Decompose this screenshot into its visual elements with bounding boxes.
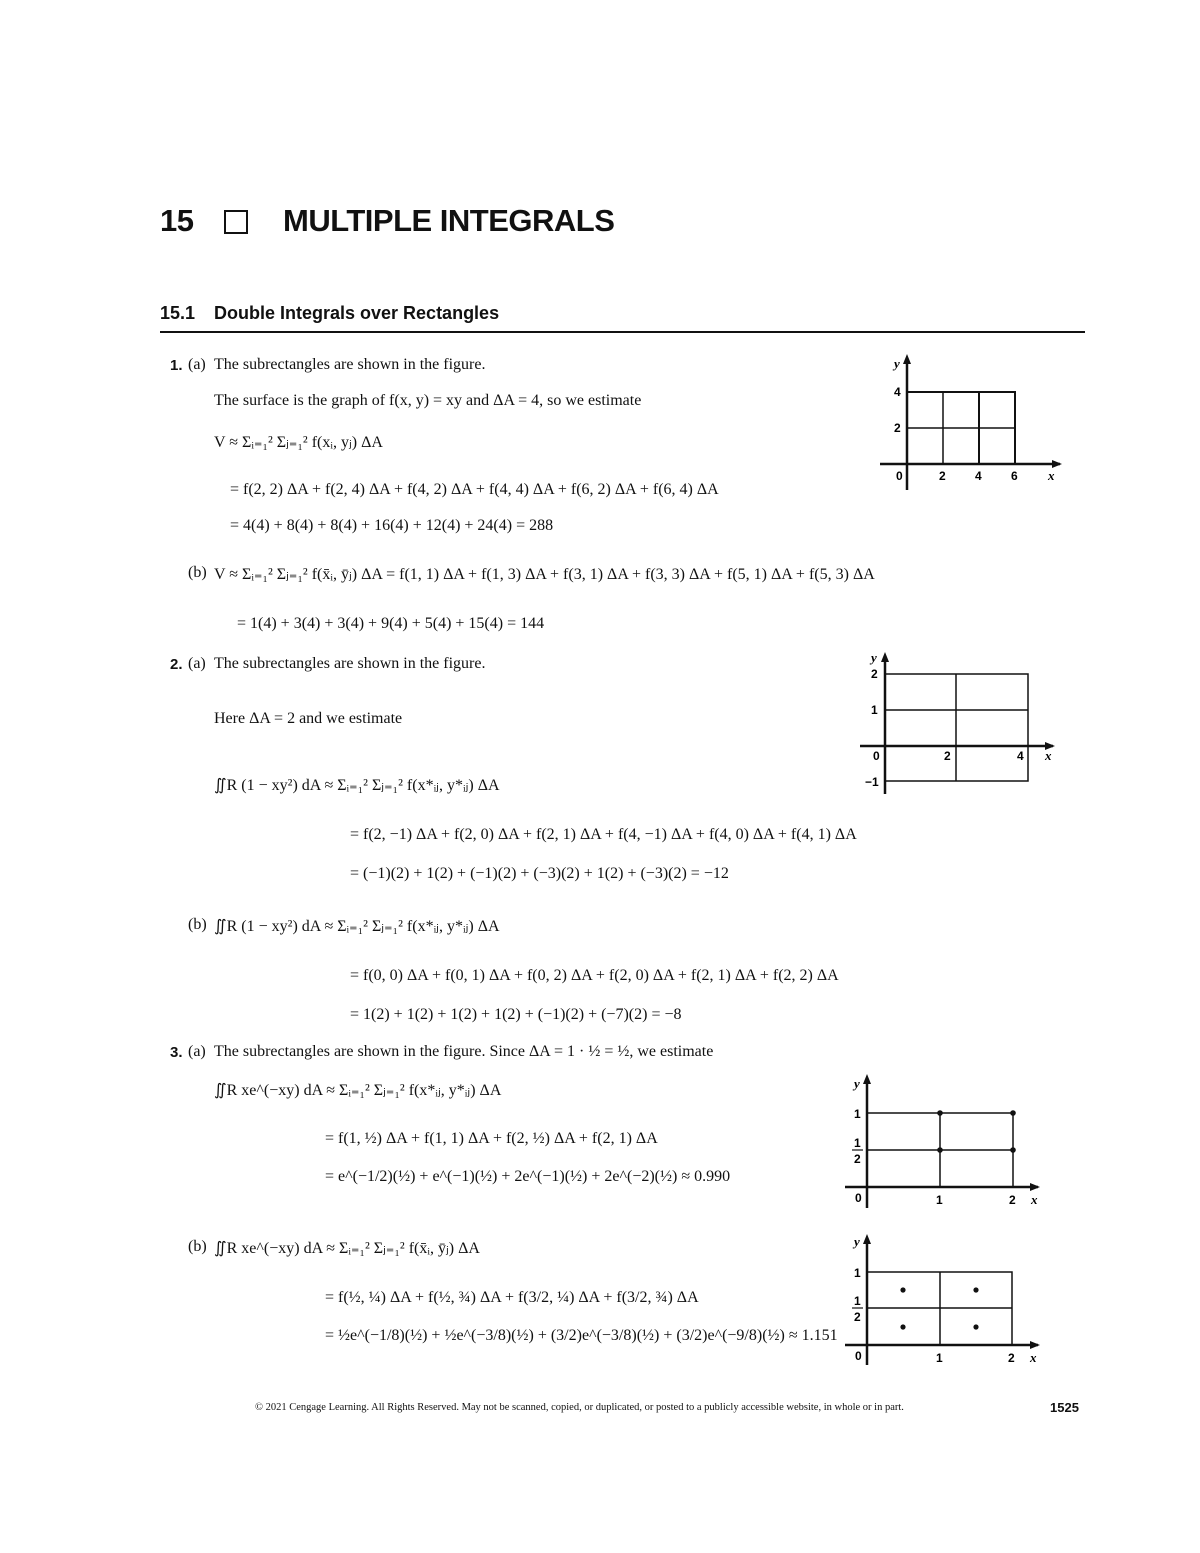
problem-1b-line1: V ≈ Σᵢ₌₁² Σⱼ₌₁² f(x̄ᵢ, ȳⱼ) ΔA = f(1, 1) ΔA + f(1, 3) ΔA + f(3, 1) ΔA + f(3, 3) ΔA + f(5, 1) ΔA + f(5, 3) ΔA: [214, 566, 875, 583]
fig4-y-tick-1: 1: [854, 1266, 861, 1280]
fig1-y-label: y: [894, 356, 900, 371]
problem-1a-label: (a): [188, 356, 206, 373]
fig3-y-tick-1: 1: [854, 1107, 861, 1121]
fig4-y-tick-half-num: 1: [854, 1294, 861, 1308]
fig3-y-label: y: [854, 1076, 860, 1091]
fig4-y-tick-half-den: 2: [854, 1310, 861, 1324]
fig2-y-tick-neg1: −1: [865, 775, 879, 789]
fig4-x-tick-1: 1: [936, 1351, 943, 1365]
fig1-y-tick-4: 4: [894, 385, 901, 399]
problem-1-number: 1.: [170, 357, 183, 374]
fig3-x-tick-1: 1: [936, 1193, 943, 1207]
section-number: 15.1: [160, 303, 196, 323]
fig3-y-tick-half-den: 2: [854, 1152, 861, 1166]
problem-3a-label: (a): [188, 1043, 206, 1060]
fig1-x-label: x: [1048, 468, 1055, 483]
fig2-x-tick-0: 0: [873, 749, 880, 763]
problem-2a-line3: = (−1)(2) + 1(2) + (−1)(2) + (−3)(2) + 1(2) + (−3)(2) = −12: [350, 865, 729, 882]
problem-3b-label: (b): [188, 1238, 207, 1255]
page-number: 1525: [1050, 1400, 1079, 1415]
problem-2-number: 2.: [170, 656, 183, 673]
chapter-title: MULTIPLE INTEGRALS: [283, 203, 615, 238]
fig4-y-label: y: [854, 1234, 860, 1249]
problem-3a-line3: = e^(−1/2)(½) + e^(−1)(½) + 2e^(−1)(½) + 2e^(−2)(½) ≈ 0.990: [325, 1168, 731, 1185]
problem-2a-intro: The subrectangles are shown in the figure.: [214, 655, 486, 672]
problem-2b-line2: = f(0, 0) ΔA + f(0, 1) ΔA + f(0, 2) ΔA + f(2, 0) ΔA + f(2, 1) ΔA + f(2, 2) ΔA: [350, 967, 839, 984]
fig1-x-tick-4: 4: [975, 469, 982, 483]
problem-2b-label: (b): [188, 916, 207, 933]
fig2-y-label: y: [871, 650, 877, 665]
chapter-number: 15: [160, 203, 194, 238]
section-title: Double Integrals over Rectangles: [214, 303, 500, 323]
fig2-x-tick-4: 4: [1017, 749, 1024, 763]
problem-2a-label: (a): [188, 655, 206, 672]
fig1-y-tick-2: 2: [894, 421, 901, 435]
figure-1: [870, 350, 1070, 490]
fig1-x-tick-6: 6: [1011, 469, 1018, 483]
problem-3a-line1: ∬R xe^(−xy) dA ≈ Σᵢ₌₁² Σⱼ₌₁² f(x*ᵢⱼ, y*ᵢⱼ) ΔA: [214, 1082, 502, 1099]
problem-3a-line2: = f(1, ½) ΔA + f(1, 1) ΔA + f(2, ½) ΔA + f(2, 1) ΔA: [325, 1130, 658, 1147]
copyright-notice: © 2021 Cengage Learning. All Rights Reserved. May not be scanned, copied, or duplicated, or posted to a publicly accessible website, in whole or in part.: [255, 1402, 904, 1413]
figure-2: [855, 648, 1065, 798]
problem-3b-line3: = ½e^(−1/8)(½) + ½e^(−3/8)(½) + (3/2)e^(−3/8)(½) + (3/2)e^(−9/8)(½) ≈ 1.151: [325, 1327, 838, 1344]
problem-1a-intro: The subrectangles are shown in the figure.: [214, 356, 486, 373]
fig3-x-label: x: [1031, 1192, 1038, 1207]
problem-2a-line1: ∬R (1 − xy²) dA ≈ Σᵢ₌₁² Σⱼ₌₁² f(x*ᵢⱼ, y*ᵢⱼ) ΔA: [214, 777, 500, 794]
figure-4: [840, 1230, 1050, 1370]
problem-1a-line1: V ≈ Σᵢ₌₁² Σⱼ₌₁² f(xᵢ, yⱼ) ΔA: [214, 434, 383, 451]
problem-3b-line2: = f(½, ¼) ΔA + f(½, ¾) ΔA + f(3/2, ¼) ΔA + f(3/2, ¾) ΔA: [325, 1289, 699, 1306]
problem-2a-text: Here ΔA = 2 and we estimate: [214, 710, 403, 727]
fig4-x-label: x: [1030, 1350, 1037, 1365]
figure-3: [840, 1070, 1050, 1215]
problem-3a-intro: The subrectangles are shown in the figure. Since ΔA = 1 · ½ = ½, we estimate: [214, 1043, 714, 1060]
problem-2b-line3: = 1(2) + 1(2) + 1(2) + 1(2) + (−1)(2) + (−7)(2) = −8: [350, 1006, 682, 1023]
problem-1b-label: (b): [188, 564, 207, 581]
fig4-x-tick-2: 2: [1008, 1351, 1015, 1365]
fig2-x-tick-2: 2: [944, 749, 951, 763]
fig1-x-tick-0: 0: [896, 469, 903, 483]
fig2-x-label: x: [1045, 748, 1052, 763]
square-icon: [224, 210, 248, 234]
fig4-x-tick-0: 0: [855, 1349, 862, 1363]
section-rule: [160, 331, 1085, 333]
fig3-y-tick-half-num: 1: [854, 1136, 861, 1150]
problem-1a-text: The surface is the graph of f(x, y) = xy and ΔA = 4, so we estimate: [214, 392, 642, 409]
problem-2b-line1: ∬R (1 − xy²) dA ≈ Σᵢ₌₁² Σⱼ₌₁² f(x*ᵢⱼ, y*ᵢⱼ) ΔA: [214, 918, 500, 935]
fig2-y-tick-1: 1: [871, 703, 878, 717]
problem-2a-line2: = f(2, −1) ΔA + f(2, 0) ΔA + f(2, 1) ΔA + f(4, −1) ΔA + f(4, 0) ΔA + f(4, 1) ΔA: [350, 826, 857, 843]
problem-1a-line2: = f(2, 2) ΔA + f(2, 4) ΔA + f(4, 2) ΔA + f(4, 4) ΔA + f(6, 2) ΔA + f(6, 4) ΔA: [230, 481, 719, 498]
problem-1a-line3: = 4(4) + 8(4) + 8(4) + 16(4) + 12(4) + 24(4) = 288: [230, 517, 554, 534]
fig3-x-tick-2: 2: [1009, 1193, 1016, 1207]
problem-3b-line1: ∬R xe^(−xy) dA ≈ Σᵢ₌₁² Σⱼ₌₁² f(x̄ᵢ, ȳⱼ) ΔA: [214, 1240, 480, 1257]
fig1-x-tick-2: 2: [939, 469, 946, 483]
fig3-x-tick-0: 0: [855, 1191, 862, 1205]
fig2-y-tick-2: 2: [871, 667, 878, 681]
problem-1b-line2: = 1(4) + 3(4) + 3(4) + 9(4) + 5(4) + 15(4) = 144: [237, 615, 545, 632]
problem-3-number: 3.: [170, 1044, 183, 1061]
